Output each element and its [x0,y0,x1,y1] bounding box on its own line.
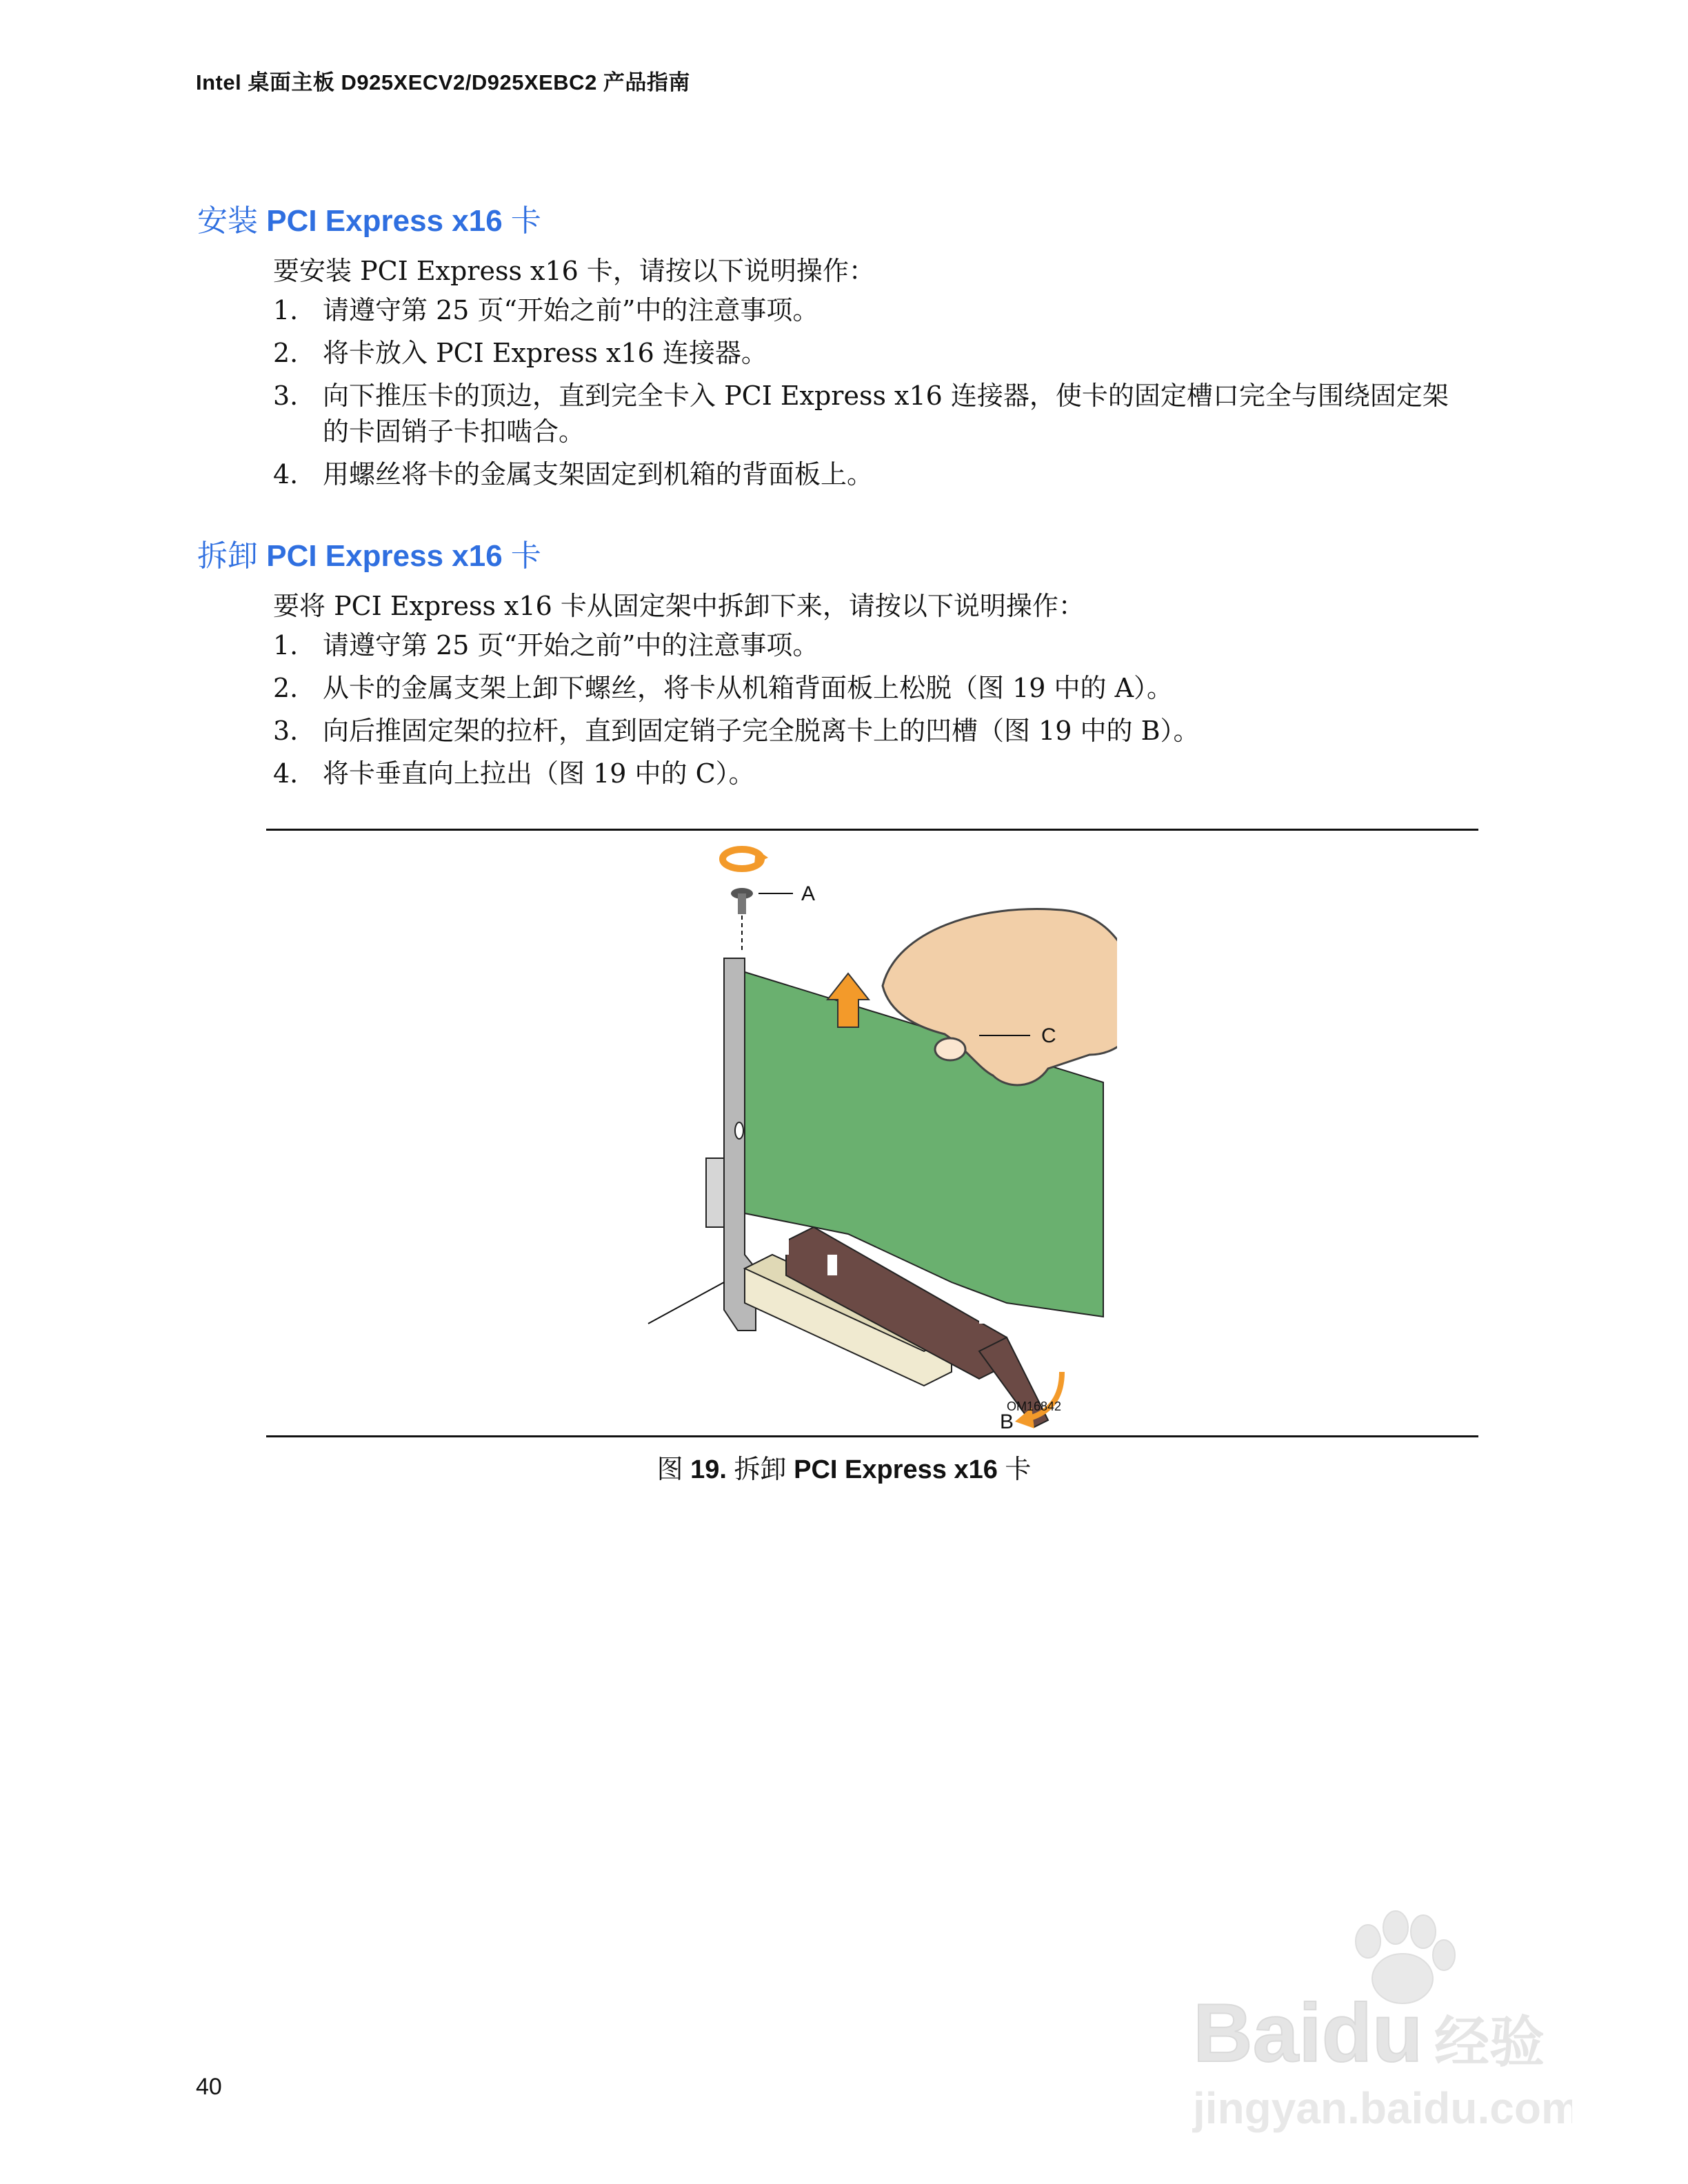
caption-number: 19. [690,1455,727,1484]
remove-step [273,713,1487,749]
baidu-logo [1186,1889,1572,2137]
step-text: 从卡的金属支架上卸下螺丝，将卡从机箱背面板上松脱（图 19 中的 A）。 [323,673,1174,703]
remove-step [273,670,1487,706]
remove-step [273,756,1487,791]
step-number: 1. [273,295,299,325]
install-step [273,292,1487,328]
figure-code: OM16842 [1007,1399,1062,1413]
caption-prefix: 图 [656,1455,683,1484]
step-number: 2. [273,673,299,703]
caption-en: PCI Express x16 [794,1455,998,1484]
step-number: 4. [273,459,299,489]
step-text: 请遵守第 25 页“开始之前”中的注意事项。 [323,630,819,660]
page-number: 40 [196,2074,222,2100]
label-b: B [1000,1410,1014,1433]
step-number: 2. [273,338,299,368]
step-text: 向下推压卡的顶边，直到完全卡入 PCI Express x16 连接器，使卡的固定槽口完全与围绕固定架的卡固销子卡扣啮合。 [323,381,1449,447]
install-steps [273,292,1487,499]
rotate-arrow-icon [723,849,768,869]
figure-caption [0,1448,1688,1486]
remove-steps [273,627,1487,798]
caption-suffix: 卡 [1005,1455,1032,1484]
step-number: 3. [273,381,299,411]
step-text: 请遵守第 25 页“开始之前”中的注意事项。 [323,295,819,325]
step-number: 3. [273,716,299,746]
install-heading-cn: 安装 [197,204,258,238]
install-heading-en: PCI Express x16 [266,204,503,238]
figure-svg [621,827,1117,1434]
watermark-url: jingyan.baidu.com [1193,2083,1572,2133]
install-step [273,456,1487,492]
remove-heading-en: PCI Express x16 [266,539,503,573]
screw-icon [731,888,753,951]
step-text: 将卡垂直向上拉出（图 19 中的 C）。 [323,758,755,789]
install-heading [197,196,541,240]
baidu-watermark [1186,1889,1572,2137]
install-heading-suffix: 卡 [510,204,541,238]
remove-heading [197,531,541,575]
running-header: Intel 桌面主板 D925XECV2/D925XEBC2 产品指南 [196,70,690,94]
figure-illustration [621,827,1117,1434]
figure-bottom-rule [266,1435,1478,1437]
install-intro: 要安装 PCI Express x16 卡，请按以下说明操作： [273,256,875,286]
remove-heading-cn: 拆卸 [197,539,258,573]
label-c: C [1041,1024,1056,1047]
step-text: 将卡放入 PCI Express x16 连接器。 [323,338,767,368]
remove-heading-suffix: 卡 [510,539,541,573]
step-number: 4. [273,758,299,789]
install-step [273,335,1487,371]
remove-step [273,627,1487,663]
label-a: A [801,882,816,905]
step-number: 1. [273,630,299,660]
step-text: 用螺丝将卡的金属支架固定到机箱的背面板上。 [323,459,874,489]
watermark-cn: 经验 [1434,2010,1545,2074]
remove-intro: 要将 PCI Express x16 卡从固定架中拆卸下来，请按以下说明操作： [273,591,1085,621]
install-step [273,378,1487,449]
watermark-brand: Baidu [1193,1987,1423,2079]
step-text: 向后推固定架的拉杆，直到固定销子完全脱离卡上的凹槽（图 19 中的 B）。 [323,716,1200,746]
caption-cn: 拆卸 [734,1455,787,1484]
